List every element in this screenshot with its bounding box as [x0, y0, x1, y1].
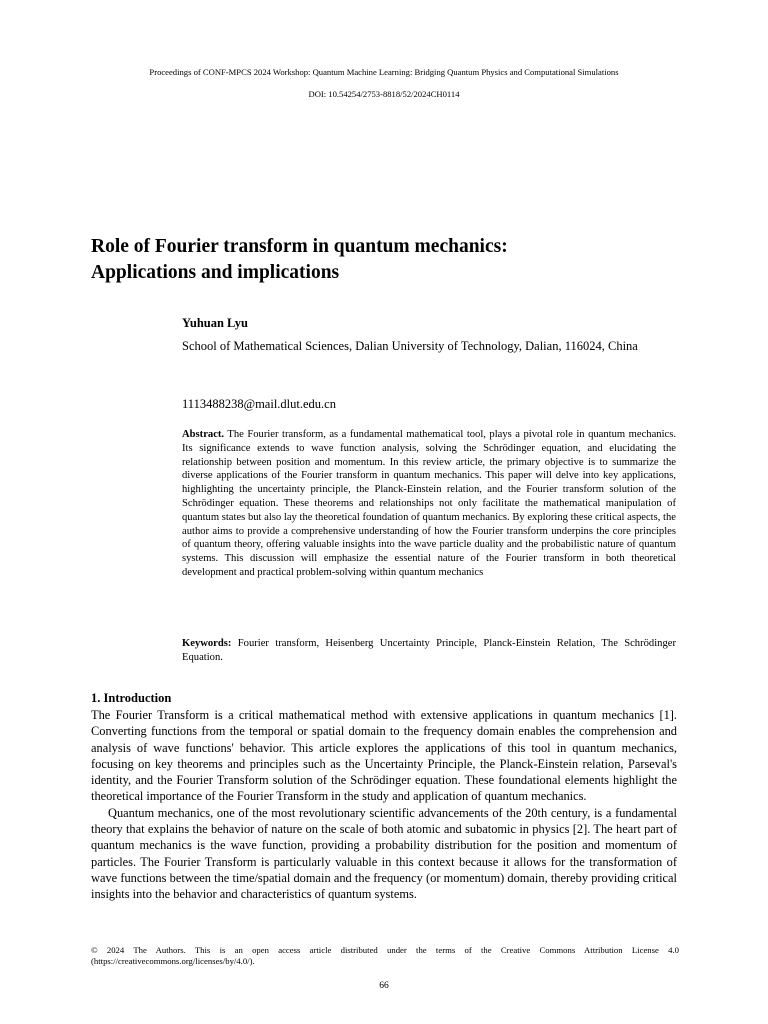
keywords-label: Keywords:: [182, 638, 232, 649]
keywords: [182, 637, 676, 665]
author-name: Yuhuan Lyu: [182, 316, 248, 330]
abstract-label: Abstract.: [182, 429, 225, 440]
section-body: [91, 707, 677, 903]
proceedings-header: Proceedings of CONF-MPCS 2024 Workshop: Quantum Machine Learning: Bridging Quantum Physics and Computational Simulations: [149, 67, 619, 77]
paper-title: [91, 234, 711, 286]
doi-header: DOI: 10.54254/2753-8818/52/2024CH0114: [308, 89, 460, 99]
author-affiliation: School of Mathematical Sciences, Dalian University of Technology, Dalian, 116024, China: [182, 339, 638, 353]
abstract: [182, 428, 676, 580]
paragraph: The Fourier Transform is a critical mathematical method with extensive applications in quantum mechanics [1]. Converting functions from the temporal or spatial domain to the frequency domain enables the comprehension and analysis of wave functions' behavior. This article explores the applications of this tool in quantum mechanics, focusing on key theorems and principles such as the Uncertainty Principle, the Planck-Einstein relation, Parseval's identity, and the Fourier Transform solution of the Schrödinger equation. These foundational elements highlight the theoretical importance of the Fourier Transform in the study and application of quantum mechanics.: [91, 708, 677, 804]
author-email: 1113488238@mail.dlut.edu.cn: [182, 397, 336, 411]
abstract-text: The Fourier transform, as a fundamental mathematical tool, plays a pivotal role in quantum mechanics. Its significance extends to wave function analysis, solving the Schrödinger equation, and elucidating the relationship between position and momentum. In this review article, the primary objective is to summarize the diverse applications of the Fourier transform in quantum mechanics. This paper will delve into key applications, highlighting the uncertainty principle, the Planck-Einstein relation, and the Fourier transform solution of the Schrödinger equation. These theorems and relationships not only facilitate the mathematical manipulation of quantum states but also lay the theoretical foundation of quantum mechanics. By exploring these critical aspects, the author aims to provide a comprehensive understanding of how the Fourier transform underpins the core principles of quantum theory, offering valuable insights into the wave particle duality and the probabilistic nature of quantum systems. This discussion will emphasize the essential nature of the Fourier transform in both theoretical development and practical problem-solving within quantum mechanics: [182, 429, 676, 578]
keywords-text: Fourier transform, Heisenberg Uncertainty Principle, Planck-Einstein Relation, The Schrödinger Equation.: [182, 638, 676, 663]
page-number: 66: [379, 981, 389, 991]
paper-title-line-2: Applications and implications: [91, 262, 340, 283]
section-heading: 1. Introduction: [91, 691, 172, 705]
paper-title-line-1: Role of Fourier transform in quantum mechanics:: [91, 236, 508, 257]
paragraph: Quantum mechanics, one of the most revolutionary scientific advancements of the 20th century, is a fundamental theory that explains the behavior of nature on the scale of both atomic and subatomic in physics [2]. The heart part of quantum mechanics is the wave function, providing a probability distribution for the position and momentum of particles. The Fourier Transform is particularly valuable in this context because it allows for the transformation of wave functions between the time/spatial domain and the frequency (or momentum) domain, thereby providing critical insights into the behavior and characteristics of quantum systems.: [91, 805, 677, 902]
license-note: © 2024 The Authors. This is an open access article distributed under the terms of the Creative Commons Attribution License 4.0 (https://creativecommons.org/licenses/by/4.0/).: [91, 945, 679, 966]
